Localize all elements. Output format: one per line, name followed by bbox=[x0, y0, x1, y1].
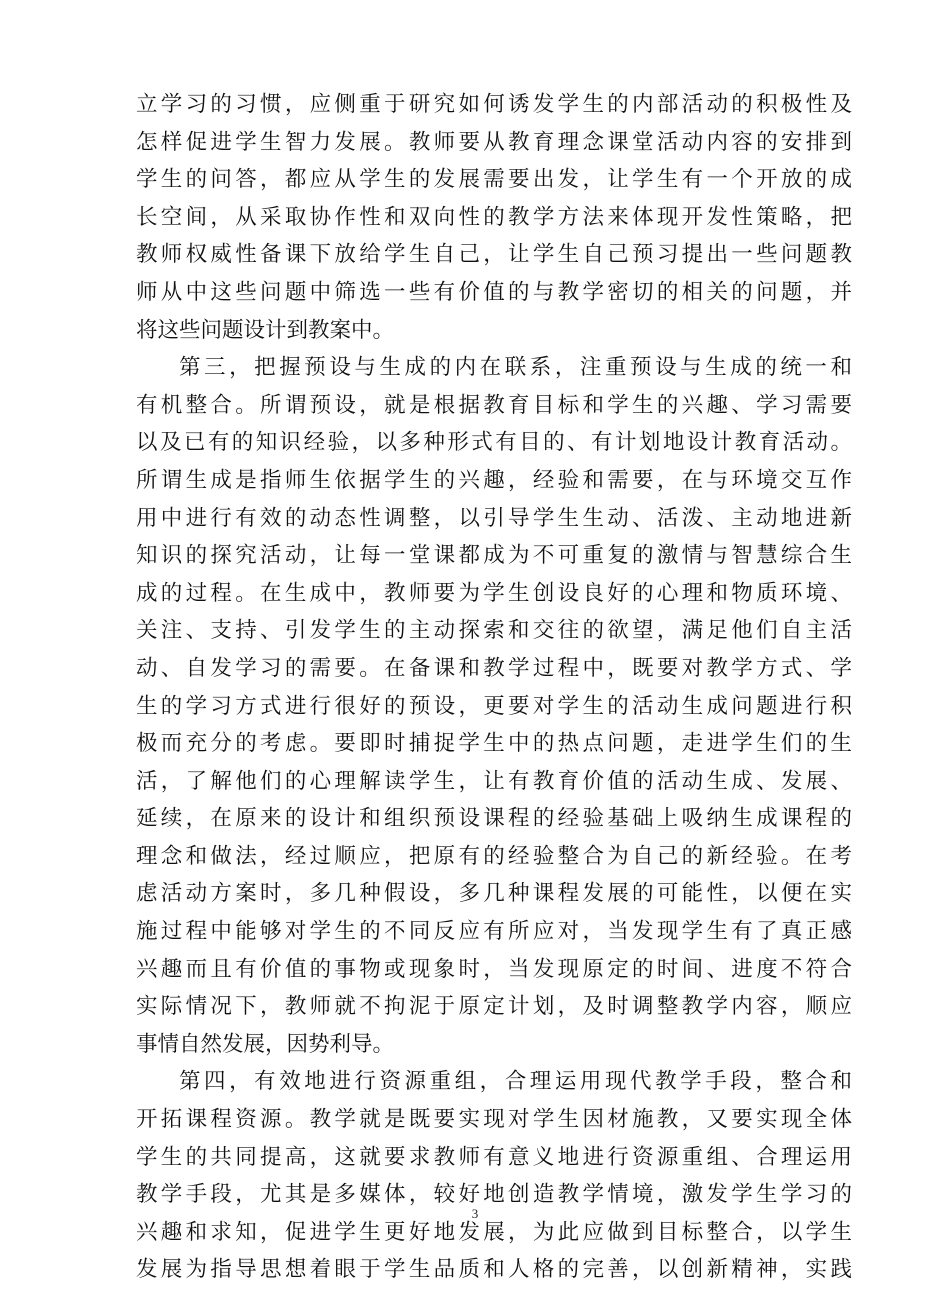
text-line: 立学习的习惯，应侧重于研究如何诱发学生的内部活动的积极性及 bbox=[136, 92, 852, 117]
text-line: 成的过程。在生成中，教师要为学生创设良好的心理和物质环境、 bbox=[136, 580, 852, 606]
text-line: 生的学习方式进行很好的预设，更要对学生的活动生成问题进行积 bbox=[136, 693, 852, 719]
text-line: 虑活动方案时，多几种假设，多几种课程发展的可能性，以便在实 bbox=[136, 881, 852, 907]
text-line: 有机整合。所谓预设，就是根据教育目标和学生的兴趣、学习需要 bbox=[136, 392, 852, 418]
text-line: 长空间，从采取协作性和双向性的教学方法来体现开发性策略，把 bbox=[136, 204, 852, 230]
paragraph-start-line: 第三，把握预设与生成的内在联系，注重预设与生成的统一和 bbox=[179, 355, 852, 381]
text-line: 关注、支持、引发学生的主动探索和交往的欲望，满足他们自主活 bbox=[136, 618, 852, 644]
text-line: 理念和做法，经过顺应，把原有的经验整合为自己的新经验。在考 bbox=[136, 843, 852, 869]
text-line: 师从中这些问题中筛选一些有价值的与教学密切的相关的问题，并 bbox=[136, 279, 852, 305]
text-line: 事情自然发展，因势利导。 bbox=[136, 1031, 395, 1057]
text-line: 教师权威性备课下放给学生自己，让学生自己预习提出一些问题教 bbox=[136, 242, 852, 268]
page-number: 3 bbox=[471, 1206, 479, 1221]
text-line: 发展为指导思想着眼于学生品质和人格的完善，以创新精神，实践 bbox=[136, 1257, 852, 1283]
text-line: 开拓课程资源。教学就是既要实现对学生因材施教，又要实现全体 bbox=[136, 1107, 852, 1133]
text-line: 兴趣而且有价值的事物或现象时，当发现原定的时间、进度不符合 bbox=[136, 956, 852, 982]
text-line: 动、自发学习的需要。在备课和教学过程中，既要对教学方式、学 bbox=[136, 655, 852, 681]
text-line: 实际情况下，教师就不拘泥于原定计划，及时调整教学内容，顺应 bbox=[136, 994, 852, 1020]
body-text bbox=[136, 86, 852, 1289]
text-line: 所谓生成是指师生依据学生的兴趣，经验和需要，在与环境交互作 bbox=[136, 467, 852, 493]
text-line: 兴趣和求知，促进学生更好地发展，为此应做到目标整合，以学生 bbox=[136, 1219, 852, 1245]
paragraph-start-line: 第四，有效地进行资源重组，合理运用现代教学手段，整合和 bbox=[179, 1069, 852, 1095]
text-line: 知识的探究活动，让每一堂课都成为不可重复的激情与智慧综合生 bbox=[136, 543, 852, 569]
text-line: 以及已有的知识经验，以多种形式有目的、有计划地设计教育活动。 bbox=[136, 430, 852, 456]
text-line: 用中进行有效的动态性调整，以引导学生生动、活泼、主动地进新 bbox=[136, 505, 852, 531]
text-line: 极而充分的考虑。要即时捕捉学生中的热点问题，走进学生们的生 bbox=[136, 731, 852, 757]
text-line: 教学手段，尤其是多媒体，较好地创造教学情境，激发学生学习的 bbox=[136, 1182, 852, 1208]
text-line: 延续，在原来的设计和组织预设课程的经验基础上吸纳生成课程的 bbox=[136, 806, 852, 832]
text-line: 学生的共同提高，这就要求教师有意义地进行资源重组、合理运用 bbox=[136, 1144, 852, 1170]
text-line: 将这些问题设计到教案中。 bbox=[136, 317, 395, 343]
text-line: 学生的问答，都应从学生的发展需要出发，让学生有一个开放的成 bbox=[136, 167, 852, 193]
text-line: 怎样促进学生智力发展。教师要从教育理念课堂活动内容的安排到 bbox=[136, 129, 852, 155]
text-line: 施过程中能够对学生的不同反应有所应对，当发现学生有了真正感 bbox=[136, 919, 852, 945]
text-line: 活，了解他们的心理解读学生，让有教育价值的活动生成、发展、 bbox=[136, 768, 852, 794]
